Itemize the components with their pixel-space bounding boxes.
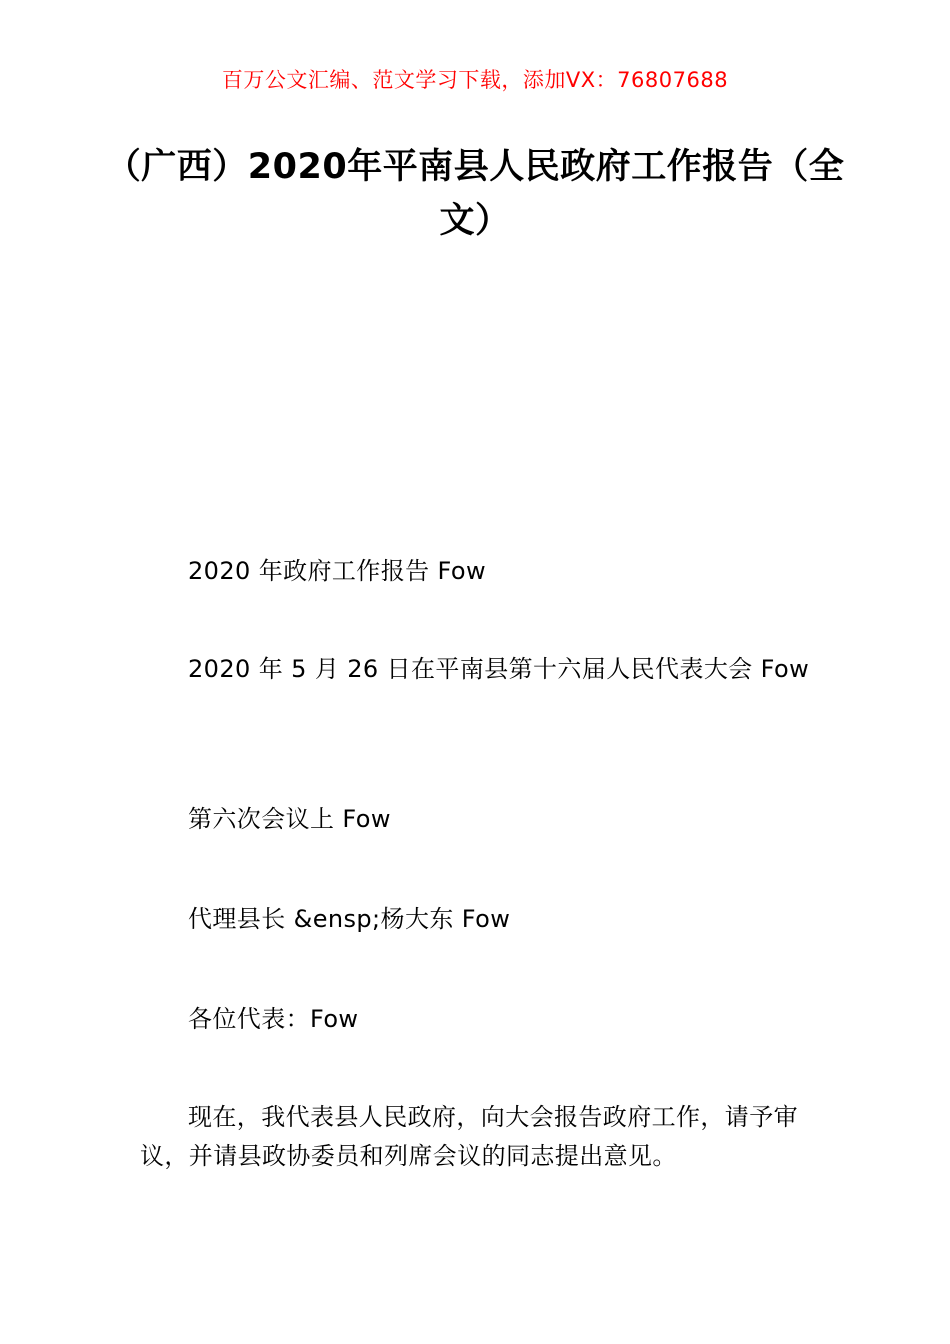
paragraph-report-heading: 2020 年政府工作报告 Fow — [188, 557, 486, 585]
paragraph-salutation: 各位代表：Fow — [188, 1005, 359, 1033]
paragraph-meeting-date: 2020 年 5 月 26 日在平南县第十六届人民代表大会 Fow — [188, 655, 810, 683]
watermark-text: 百万公文汇编、范文学习下载，添加VX：76807688 — [221, 68, 729, 92]
page-title: （广西）2020年平南县人民政府工作报告（全文） — [105, 147, 845, 242]
paragraph-opening: 现在，我代表县人民政府，向大会报告政府工作，请予审议，并请县政协委员和列席会议的同志提出意见。 — [140, 1103, 798, 1170]
paragraph-speaker: 代理县长 &ensp;杨大东 Fow — [188, 905, 511, 933]
paragraph-session: 第六次会议上 Fow — [188, 805, 391, 833]
